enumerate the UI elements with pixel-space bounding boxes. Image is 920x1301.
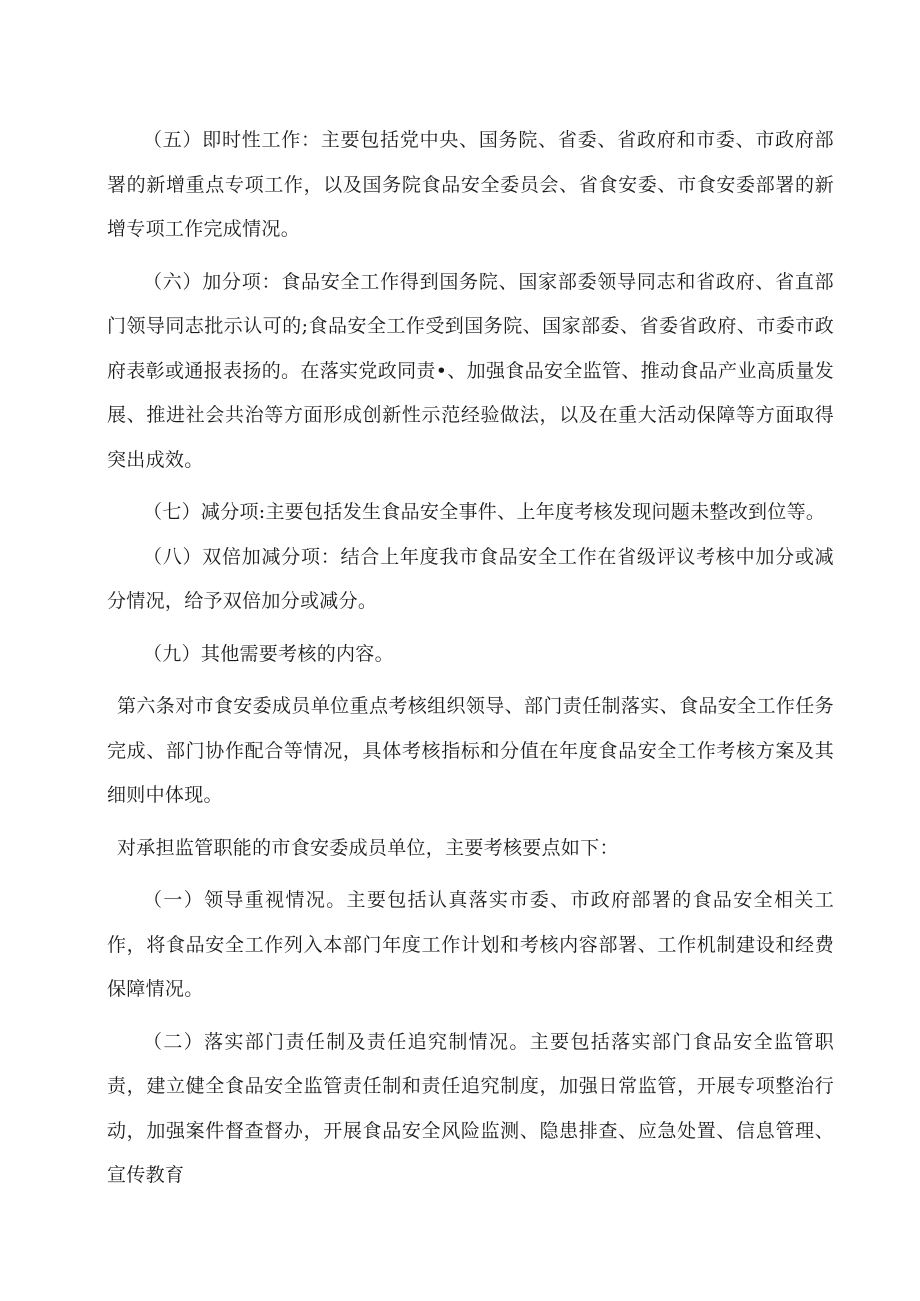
paragraph-item-6-bonus: （六）加分项：食品安全工作得到国务院、国家部委领导同志和省政府、省直部门领导同志批示认可的;食品安全工作受到国务院、国家部委、省委省政府、市委市政府表彰或通报表扬的。在落实党政同责•、加强食品安全监管、推动食品产业高质量发展、推进社会共治等方面形成创新性示范经验做法，以及在重大活动保障等方面取得突出成效。 (107, 270, 834, 471)
paragraph-item-5-immediate-work: （五）即时性工作：主要包括党中央、国务院、省委、省政府和市委、市政府部署的新增重点专项工作，以及国务院食品安全委员会、省食安委、市食安委部署的新增专项工作完成情况。 (107, 129, 834, 240)
paragraph-point-1-leadership: （一）领导重视情况。主要包括认真落实市委、市政府部署的食品安全相关工作，将食品安全工作列入本部门年度工作计划和考核内容部署、工作机制建设和经费保障情况。 (107, 889, 834, 1000)
paragraph-item-8-double: （八）双倍加减分项：结合上年度我市食品安全工作在省级评议考核中加分或减分情况，给予双倍加分或减分。 (107, 545, 834, 612)
paragraph-point-2-responsibility: （二）落实部门责任制及责任追究制情况。主要包括落实部门食品安全监管职责，建立健全食品安全监管责任制和责任追究制度，加强日常监管，开展专项整治行动，加强案件督查督办，开展食品安全风险监测、隐患排查、应急处置、信息管理、宣传教育 (107, 1030, 834, 1186)
paragraph-item-7-deduction: （七）减分项:主要包括发生食品安全事件、上年度考核发现问题未整改到位等。 (143, 501, 826, 523)
document-body (107, 118, 834, 1198)
paragraph-article-6: 第六条对市食安委成员单位重点考核组织领导、部门责任制落实、食品安全工作任务完成、部门协作配合等情况，具体考核指标和分值在年度食品安全工作考核方案及其细则中体现。 (107, 695, 834, 806)
paragraph-item-9-other: （九）其他需要考核的内容。 (143, 642, 394, 665)
paragraph-supervision-intro: 对承担监管职能的市食安委成员单位，主要考核要点如下： (117, 836, 619, 859)
